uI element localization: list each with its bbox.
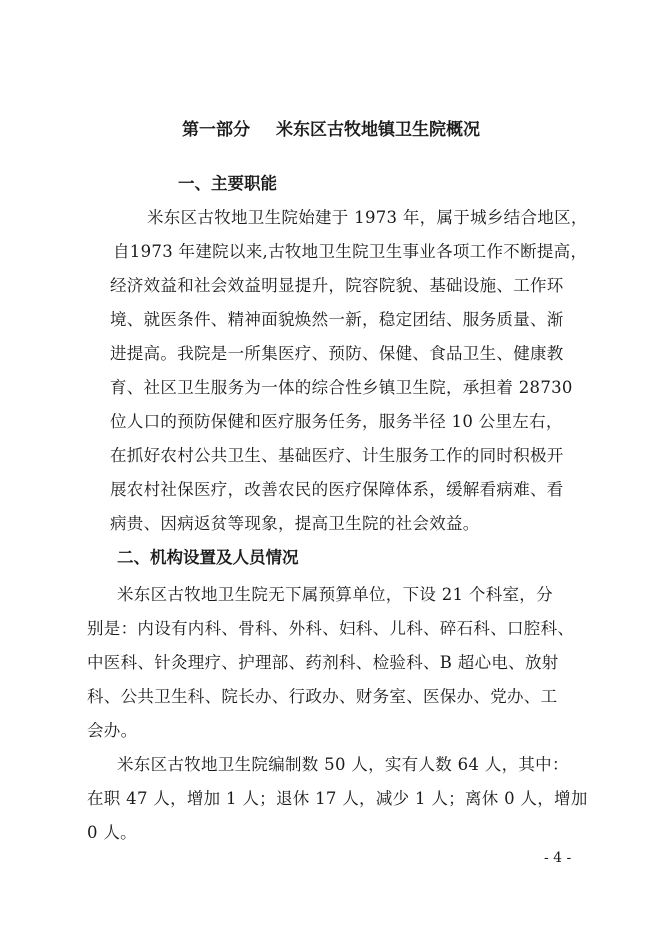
paragraph-line: 0 人。 bbox=[87, 823, 137, 842]
paragraph-line: 会办。 bbox=[87, 721, 138, 740]
paragraph-line: 病贵、因病返贫等现象，提高卫生院的社会效益。 bbox=[110, 514, 480, 533]
title-part-label: 第一部分 bbox=[182, 120, 250, 140]
paragraph-line: 自1973 年建院以来,古牧地卫生院卫生事业各项工作不断提高， bbox=[113, 242, 588, 261]
paragraph-line: 别是：内设有内科、骨科、外科、妇科、儿科、碎石科、口腔科、 bbox=[87, 619, 575, 638]
paragraph-line: 进提高。我院是一所集医疗、预防、保健、食品卫生、健康教 bbox=[110, 344, 564, 363]
section-heading-main-functions: 一、主要职能 bbox=[178, 174, 277, 193]
paragraph-line: 米东区古牧地卫生院编制数 50 人，实有人数 64 人，其中： bbox=[117, 755, 569, 774]
paragraph-line: 科、公共卫生科、院长办、行政办、财务室、医保办、党办、工 bbox=[87, 687, 558, 706]
paragraph-line: 在职 47 人，增加 1 人；退休 17 人，减少 1 人；离休 0 人，增加 bbox=[87, 789, 588, 808]
section-heading-organization-staffing: 二、机构设置及人员情况 bbox=[117, 548, 299, 567]
paragraph-line: 位人口的预防保健和医疗服务任务，服务半径 10 公里左右， bbox=[110, 412, 563, 431]
paragraph-line: 米东区古牧地卫生院始建于 1973 年，属于城乡结合地区， bbox=[147, 208, 588, 227]
paragraph-line: 展农村社保医疗，改善农民的医疗保障体系，缓解看病难、看 bbox=[110, 480, 564, 499]
page-number: - 4 - bbox=[544, 850, 572, 866]
paragraph-line: 中医科、针灸理疗、护理部、药剂科、检验科、B 超心电、放射 bbox=[87, 653, 559, 672]
paragraph-line: 经济效益和社会效益明显提升，院容院貌、基础设施、工作环 bbox=[110, 276, 564, 295]
title-name: 米东区古牧地镇卫生院概况 bbox=[276, 120, 480, 140]
paragraph-line: 境、就医条件、精神面貌焕然一新，稳定团结、服务质量、渐 bbox=[110, 310, 564, 329]
paragraph-line: 在抓好农村公共卫生、基础医疗、计生服务工作的同时积极开 bbox=[110, 446, 564, 465]
page-title bbox=[0, 118, 662, 142]
paragraph-line: 育、社区卫生服务为一体的综合性乡镇卫生院，承担着 28730 bbox=[110, 378, 573, 397]
paragraph-line: 米东区古牧地卫生院无下属预算单位，下设 21 个科室，分 bbox=[117, 585, 553, 604]
